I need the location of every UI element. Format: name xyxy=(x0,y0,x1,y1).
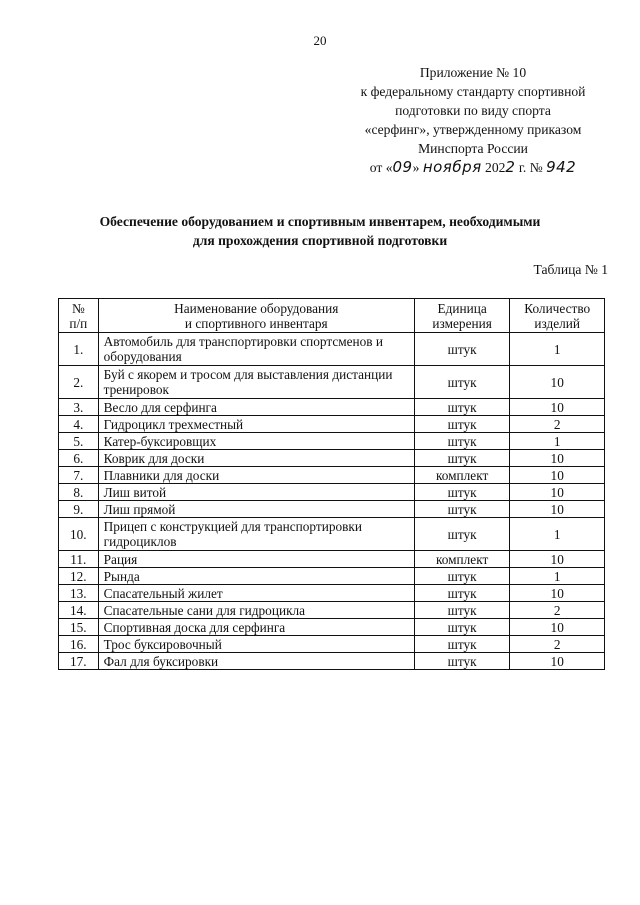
row-name: Рында xyxy=(98,568,414,585)
row-name: Лиш прямой xyxy=(98,501,414,518)
appendix-line-4: «серфинг», утвержденному приказом xyxy=(364,122,582,137)
row-quantity: 2 xyxy=(510,416,605,433)
row-number: 4. xyxy=(59,416,99,433)
row-quantity: 1 xyxy=(510,568,605,585)
row-unit: штук xyxy=(414,653,510,670)
header-name-line-1: Наименование оборудования xyxy=(174,300,339,316)
row-unit: штук xyxy=(414,619,510,636)
header-name-line-2: и спортивного инвентаря xyxy=(184,315,328,331)
row-name: Буй с якорем и тросом для выставления дистанции тренировок xyxy=(98,366,414,399)
header-qty xyxy=(510,299,605,333)
row-number: 17. xyxy=(59,653,99,670)
date-prefix: от « xyxy=(369,160,393,175)
row-number: 2. xyxy=(59,366,99,399)
table-row xyxy=(59,602,605,619)
table-row xyxy=(59,653,605,670)
row-number: 12. xyxy=(59,568,99,585)
row-unit: штук xyxy=(414,366,510,399)
header-num-line-2: п/п xyxy=(69,315,88,331)
row-unit: штук xyxy=(414,484,510,501)
row-name: Рация xyxy=(98,551,414,568)
appendix-line-1: Приложение № 10 xyxy=(419,65,527,80)
table-row xyxy=(59,585,605,602)
row-number: 3. xyxy=(59,399,99,416)
header-unit xyxy=(414,299,510,333)
row-number: 9. xyxy=(59,501,99,518)
row-name: Лиш витой xyxy=(98,484,414,501)
row-name: Плавники для доски xyxy=(98,467,414,484)
row-name: Гидроцикл трехместный xyxy=(98,416,414,433)
row-unit: комплект xyxy=(414,551,510,568)
handwritten-day: 09 xyxy=(392,158,413,176)
appendix-line-2: к федеральному стандарту спортивной xyxy=(360,84,586,99)
row-name: Автомобиль для транспортировки спортсменов и оборудования xyxy=(98,333,414,366)
row-number: 14. xyxy=(59,602,99,619)
table-row xyxy=(59,551,605,568)
row-number: 5. xyxy=(59,433,99,450)
row-unit: штук xyxy=(414,333,510,366)
header-num-line-1: № xyxy=(71,300,85,316)
table-row xyxy=(59,333,605,366)
table-row xyxy=(59,518,605,551)
year-prefix: 202 xyxy=(485,160,506,175)
date-mid: » xyxy=(412,160,420,175)
row-name: Весло для серфинга xyxy=(98,399,414,416)
header-name xyxy=(98,299,414,333)
table-label: Таблица № 1 xyxy=(533,262,608,277)
row-quantity: 2 xyxy=(510,602,605,619)
row-unit: штук xyxy=(414,636,510,653)
row-unit: штук xyxy=(414,501,510,518)
row-quantity: 10 xyxy=(510,585,605,602)
table-row xyxy=(59,501,605,518)
row-name: Катер-буксировщих xyxy=(98,433,414,450)
row-unit: комплект xyxy=(414,467,510,484)
table-row xyxy=(59,433,605,450)
table-row xyxy=(59,416,605,433)
row-unit: штук xyxy=(414,416,510,433)
row-quantity: 1 xyxy=(510,518,605,551)
page-number: 20 xyxy=(313,33,327,48)
table-row xyxy=(59,450,605,467)
row-unit: штук xyxy=(414,399,510,416)
title-line-1: Обеспечение оборудованием и спортивным инвентарем, необходимыми xyxy=(99,214,541,229)
table-row xyxy=(59,484,605,501)
row-quantity: 10 xyxy=(510,653,605,670)
row-number: 15. xyxy=(59,619,99,636)
title-line-2: для прохождения спортивной подготовки xyxy=(192,233,448,248)
row-name: Прицеп с конструкцией для транспортировки гидроциклов xyxy=(98,518,414,551)
row-number: 13. xyxy=(59,585,99,602)
row-unit: штук xyxy=(414,568,510,585)
appendix-line-3: подготовки по виду спорта xyxy=(395,103,551,118)
table-row xyxy=(59,636,605,653)
row-unit: штук xyxy=(414,433,510,450)
handwritten-month: ноября xyxy=(422,158,482,176)
row-unit: штук xyxy=(414,585,510,602)
row-number: 1. xyxy=(59,333,99,366)
row-number: 16. xyxy=(59,636,99,653)
row-quantity: 10 xyxy=(510,450,605,467)
appendix-line-5: Минспорта России xyxy=(418,141,528,156)
row-number: 8. xyxy=(59,484,99,501)
row-quantity: 10 xyxy=(510,484,605,501)
table-row xyxy=(59,366,605,399)
row-quantity: 1 xyxy=(510,333,605,366)
row-quantity: 10 xyxy=(510,366,605,399)
row-unit: штук xyxy=(414,602,510,619)
header-unit-line-2: измерения xyxy=(432,315,492,331)
row-name: Спасательный жилет xyxy=(98,585,414,602)
header-qty-line-2: изделий xyxy=(534,315,581,331)
table-row xyxy=(59,568,605,585)
table-row xyxy=(59,619,605,636)
row-unit: штук xyxy=(414,450,510,467)
row-name: Коврик для доски xyxy=(98,450,414,467)
header-unit-line-1: Единица xyxy=(437,300,487,316)
row-quantity: 1 xyxy=(510,433,605,450)
row-number: 11. xyxy=(59,551,99,568)
row-quantity: 2 xyxy=(510,636,605,653)
row-number: 10. xyxy=(59,518,99,551)
document-title xyxy=(40,212,600,250)
row-name: Спасательные сани для гидроцикла xyxy=(98,602,414,619)
row-quantity: 10 xyxy=(510,619,605,636)
handwritten-year-digit: 2 xyxy=(505,158,516,176)
equipment-table xyxy=(58,298,605,670)
row-quantity: 10 xyxy=(510,399,605,416)
row-name: Спортивная доска для серфинга xyxy=(98,619,414,636)
handwritten-order-number: 942 xyxy=(546,158,577,176)
number-prefix: г. № xyxy=(518,160,543,175)
row-quantity: 10 xyxy=(510,551,605,568)
table-row xyxy=(59,399,605,416)
table-header-row xyxy=(59,299,605,333)
table-row xyxy=(59,467,605,484)
row-quantity: 10 xyxy=(510,467,605,484)
row-name: Фал для буксировки xyxy=(98,653,414,670)
header-num xyxy=(59,299,99,333)
appendix-header xyxy=(338,63,608,177)
row-number: 6. xyxy=(59,450,99,467)
row-unit: штук xyxy=(414,518,510,551)
header-qty-line-1: Количество xyxy=(524,300,591,316)
row-number: 7. xyxy=(59,467,99,484)
row-name: Трос буксировочный xyxy=(98,636,414,653)
table-body xyxy=(59,333,605,670)
appendix-date-line xyxy=(338,158,608,177)
row-quantity: 10 xyxy=(510,501,605,518)
